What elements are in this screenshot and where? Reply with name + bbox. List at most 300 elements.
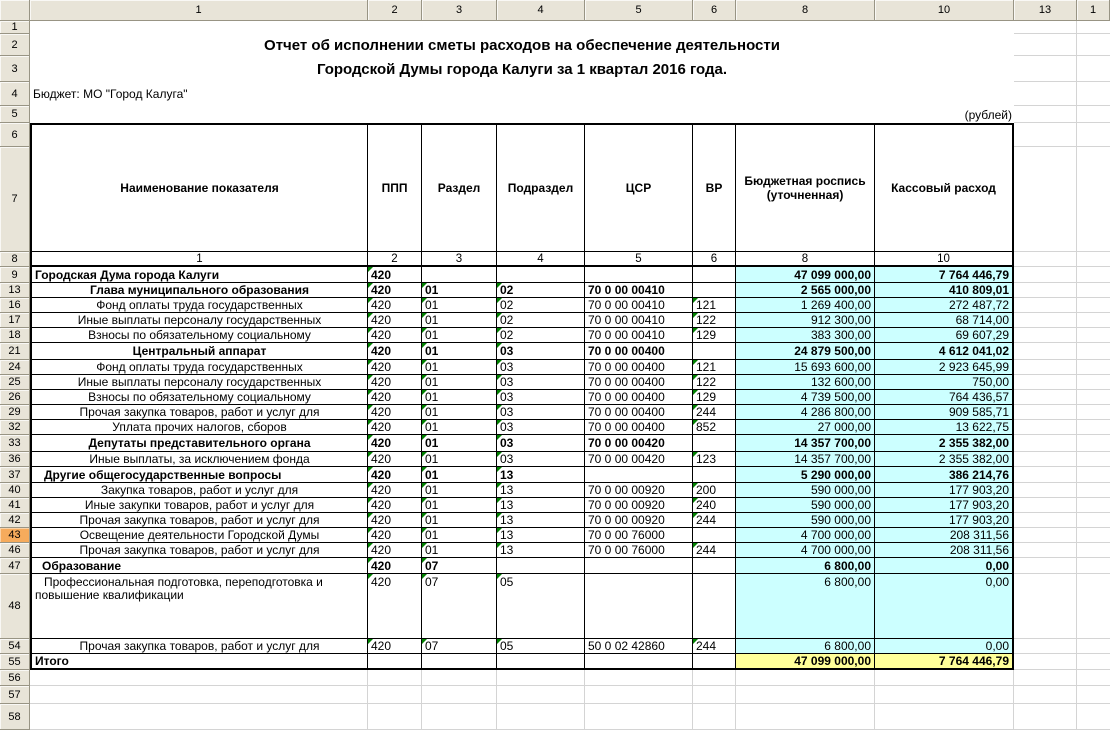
report-title-line1[interactable]: Отчет об исполнении сметы расходов на обеспечение деятельности — [264, 36, 780, 54]
cell-empty[interactable] — [1077, 328, 1110, 343]
cell-cash[interactable]: 4 612 041,02 — [875, 343, 1014, 360]
cell-empty[interactable] — [1077, 498, 1110, 513]
cell-budget[interactable]: 912 300,00 — [736, 313, 875, 328]
cell-podrazdel[interactable]: 05 — [497, 574, 585, 639]
cell-razdel[interactable]: 07 — [422, 574, 497, 639]
cell-empty[interactable] — [1077, 420, 1110, 435]
cell-empty[interactable] — [1077, 452, 1110, 467]
cell-name[interactable]: Итого — [30, 654, 368, 670]
cell-ppp[interactable]: 420 — [368, 435, 422, 452]
row-header[interactable]: 9 — [0, 267, 30, 283]
cell-empty[interactable] — [422, 670, 497, 686]
cell-podrazdel[interactable]: 05 — [497, 639, 585, 654]
row-header[interactable]: 6 — [0, 123, 30, 147]
cell-empty[interactable] — [1077, 106, 1110, 123]
cell-vr[interactable]: 244 — [693, 513, 736, 528]
cell-empty[interactable] — [1014, 543, 1077, 558]
cell-vr[interactable] — [693, 467, 736, 483]
cell-ppp[interactable]: 420 — [368, 283, 422, 298]
cell-cash[interactable]: 764 436,57 — [875, 390, 1014, 405]
cell-csr[interactable] — [585, 267, 693, 283]
cell-budget[interactable]: 1 269 400,00 — [736, 298, 875, 313]
cell-name[interactable]: Прочая закупка товаров, работ и услуг для — [30, 639, 368, 654]
cell-empty[interactable] — [1014, 390, 1077, 405]
cell-name[interactable]: Закупка товаров, работ и услуг для — [30, 483, 368, 498]
cell-csr[interactable]: 70 0 00 00400 — [585, 405, 693, 420]
cell-csr[interactable]: 70 0 00 00400 — [585, 375, 693, 390]
cell-budget[interactable]: 4 700 000,00 — [736, 528, 875, 543]
cell-empty[interactable] — [368, 670, 422, 686]
cell-vr[interactable] — [693, 654, 736, 670]
row-header[interactable]: 26 — [0, 390, 30, 405]
cell-empty[interactable] — [1014, 528, 1077, 543]
cell-cash[interactable]: 0,00 — [875, 574, 1014, 639]
cell-podrazdel[interactable]: 13 — [497, 467, 585, 483]
cell-empty[interactable] — [1014, 704, 1077, 730]
cell-budget[interactable]: 4 700 000,00 — [736, 543, 875, 558]
cell-ppp[interactable]: 420 — [368, 483, 422, 498]
column-number-cell[interactable]: 5 — [585, 252, 693, 267]
cell-ppp[interactable]: 420 — [368, 467, 422, 483]
cell-vr[interactable]: 123 — [693, 452, 736, 467]
cell-empty[interactable] — [1014, 452, 1077, 467]
cell-podrazdel[interactable]: 13 — [497, 528, 585, 543]
column-header[interactable]: 8 — [736, 0, 875, 21]
cell-vr[interactable]: 244 — [693, 543, 736, 558]
row-header[interactable]: 54 — [0, 639, 30, 654]
cell-vr[interactable]: 240 — [693, 498, 736, 513]
cell-podrazdel[interactable]: 03 — [497, 343, 585, 360]
cell-csr[interactable]: 70 0 00 00920 — [585, 513, 693, 528]
cell-empty[interactable] — [1014, 313, 1077, 328]
cell-vr[interactable]: 129 — [693, 390, 736, 405]
cell-cash[interactable]: 0,00 — [875, 558, 1014, 574]
cell-cash[interactable]: 7 764 446,79 — [875, 267, 1014, 283]
cell-empty[interactable] — [1077, 343, 1110, 360]
cell-cash[interactable]: 750,00 — [875, 375, 1014, 390]
cell-empty[interactable] — [1077, 405, 1110, 420]
cell-podrazdel[interactable]: 03 — [497, 375, 585, 390]
cell-podrazdel[interactable]: 03 — [497, 435, 585, 452]
cell-csr[interactable]: 70 0 00 76000 — [585, 543, 693, 558]
row-header[interactable]: 8 — [0, 252, 30, 267]
row-header[interactable]: 24 — [0, 360, 30, 375]
cell-csr[interactable]: 70 0 00 00410 — [585, 328, 693, 343]
column-header[interactable]: 5 — [585, 0, 693, 21]
cell-empty[interactable] — [1014, 420, 1077, 435]
cell-vr[interactable] — [693, 435, 736, 452]
row-header-selected[interactable]: 43 — [0, 528, 30, 543]
header-razdel[interactable]: Раздел — [422, 123, 497, 252]
cell-vr[interactable]: 244 — [693, 405, 736, 420]
cell-empty[interactable] — [1014, 654, 1077, 670]
cell-vr[interactable]: 121 — [693, 360, 736, 375]
cell-empty[interactable] — [1077, 56, 1110, 82]
cell-podrazdel[interactable]: 02 — [497, 283, 585, 298]
cell-razdel[interactable]: 01 — [422, 283, 497, 298]
column-number-cell[interactable]: 8 — [736, 252, 875, 267]
cell-empty[interactable] — [1077, 574, 1110, 639]
cell-name[interactable]: Прочая закупка товаров, работ и услуг для — [30, 513, 368, 528]
column-number-cell[interactable]: 6 — [693, 252, 736, 267]
cell-podrazdel[interactable]: 03 — [497, 420, 585, 435]
row-header[interactable]: 7 — [0, 147, 30, 252]
cell-empty[interactable] — [1014, 82, 1077, 106]
cell-name[interactable]: Взносы по обязательному социальному — [30, 390, 368, 405]
cell-vr[interactable] — [693, 267, 736, 283]
cell-empty[interactable] — [422, 704, 497, 730]
row-header[interactable]: 3 — [0, 56, 30, 82]
column-number-cell[interactable]: 1 — [30, 252, 368, 267]
cell-csr[interactable]: 70 0 00 00400 — [585, 360, 693, 375]
cell-podrazdel[interactable]: 02 — [497, 313, 585, 328]
cell-vr[interactable]: 122 — [693, 375, 736, 390]
cell-empty[interactable] — [1077, 375, 1110, 390]
cell-empty[interactable] — [585, 704, 693, 730]
cell-empty[interactable] — [1014, 360, 1077, 375]
cell-vr[interactable]: 244 — [693, 639, 736, 654]
cell-empty[interactable] — [1014, 328, 1077, 343]
cell-razdel[interactable]: 01 — [422, 390, 497, 405]
cell-csr[interactable]: 70 0 00 00920 — [585, 483, 693, 498]
cell-empty[interactable] — [1014, 435, 1077, 452]
cell-cash[interactable]: 0,00 — [875, 639, 1014, 654]
cell-name[interactable]: Иные выплаты персоналу государственных — [30, 313, 368, 328]
cell-name[interactable]: Иные закупки товаров, работ и услуг для — [30, 498, 368, 513]
header-budget[interactable]: Бюджетная роспись (уточненная) — [736, 123, 875, 252]
cell-empty[interactable] — [1014, 498, 1077, 513]
cell-empty[interactable] — [1077, 639, 1110, 654]
cell-podrazdel[interactable]: 03 — [497, 360, 585, 375]
row-header[interactable]: 16 — [0, 298, 30, 313]
cell-cash[interactable]: 7 764 446,79 — [875, 654, 1014, 670]
cell-csr[interactable]: 70 0 00 00420 — [585, 452, 693, 467]
row-header[interactable]: 33 — [0, 435, 30, 452]
cell-empty[interactable] — [1014, 670, 1077, 686]
cell-budget[interactable]: 27 000,00 — [736, 420, 875, 435]
cell-ppp[interactable]: 420 — [368, 452, 422, 467]
header-podrazdel[interactable]: Подраздел — [497, 123, 585, 252]
cell-budget[interactable]: 132 600,00 — [736, 375, 875, 390]
cell-empty[interactable] — [1014, 574, 1077, 639]
cell-budget[interactable]: 6 800,00 — [736, 558, 875, 574]
cell-razdel[interactable]: 01 — [422, 328, 497, 343]
cell-name[interactable]: Образование — [30, 558, 368, 574]
cell-vr[interactable] — [693, 283, 736, 298]
cell-empty[interactable] — [1014, 343, 1077, 360]
cell-razdel[interactable]: 01 — [422, 360, 497, 375]
cell-csr[interactable]: 70 0 00 76000 — [585, 528, 693, 543]
cell-ppp[interactable]: 420 — [368, 267, 422, 283]
header-cash[interactable]: Кассовый расход — [875, 123, 1014, 252]
cell-empty[interactable] — [1077, 360, 1110, 375]
row-header[interactable]: 13 — [0, 283, 30, 298]
cell-razdel[interactable]: 01 — [422, 498, 497, 513]
cell-empty[interactable] — [1077, 704, 1110, 730]
cell-empty[interactable] — [1014, 686, 1077, 704]
cell-empty[interactable] — [1014, 298, 1077, 313]
cell-budget[interactable]: 590 000,00 — [736, 483, 875, 498]
cell-empty[interactable] — [1077, 654, 1110, 670]
cell-cash[interactable]: 386 214,76 — [875, 467, 1014, 483]
cell-empty[interactable] — [30, 704, 368, 730]
cell-empty[interactable] — [1014, 405, 1077, 420]
cell-empty[interactable] — [368, 686, 422, 704]
row-header[interactable]: 47 — [0, 558, 30, 574]
cell-cash[interactable]: 2 355 382,00 — [875, 435, 1014, 452]
cell-name[interactable]: Уплата прочих налогов, сборов — [30, 420, 368, 435]
row-header[interactable]: 48 — [0, 574, 30, 639]
cell-ppp[interactable]: 420 — [368, 298, 422, 313]
cell-empty[interactable] — [1014, 34, 1077, 56]
cell-budget[interactable]: 383 300,00 — [736, 328, 875, 343]
cell-empty[interactable] — [1014, 639, 1077, 654]
cell-vr[interactable] — [693, 528, 736, 543]
cell-vr[interactable]: 200 — [693, 483, 736, 498]
row-header[interactable]: 5 — [0, 106, 30, 123]
cell-razdel[interactable]: 01 — [422, 343, 497, 360]
cell-budget[interactable]: 6 800,00 — [736, 639, 875, 654]
cell-csr[interactable] — [585, 467, 693, 483]
cell-budget[interactable]: 6 800,00 — [736, 574, 875, 639]
cell-name[interactable]: Взносы по обязательному социальному — [30, 328, 368, 343]
cell-csr[interactable]: 70 0 00 00420 — [585, 435, 693, 452]
row-header[interactable]: 21 — [0, 343, 30, 360]
cell-empty[interactable] — [1014, 375, 1077, 390]
row-header[interactable]: 42 — [0, 513, 30, 528]
cell-ppp[interactable]: 420 — [368, 313, 422, 328]
cell-name[interactable]: Иные выплаты персоналу государственных — [30, 375, 368, 390]
cell-empty[interactable] — [693, 704, 736, 730]
cell-podrazdel[interactable]: 03 — [497, 405, 585, 420]
cell-name[interactable]: Городская Дума города Калуги — [30, 267, 368, 283]
cell-empty[interactable] — [1077, 313, 1110, 328]
cell-ppp[interactable]: 420 — [368, 498, 422, 513]
row-header[interactable]: 1 — [0, 21, 30, 34]
cell-cash[interactable]: 2 923 645,99 — [875, 360, 1014, 375]
row-header[interactable]: 37 — [0, 467, 30, 483]
cell-razdel[interactable]: 01 — [422, 513, 497, 528]
cell-vr[interactable]: 129 — [693, 328, 736, 343]
cell-podrazdel[interactable]: 03 — [497, 390, 585, 405]
cell-empty[interactable] — [30, 21, 1014, 34]
cell-name[interactable]: Другие общегосударственные вопросы — [30, 467, 368, 483]
cell-cash[interactable]: 410 809,01 — [875, 283, 1014, 298]
cell-empty[interactable] — [1077, 543, 1110, 558]
row-header[interactable]: 57 — [0, 686, 30, 704]
column-header[interactable]: 1 — [30, 0, 368, 21]
cell-cash[interactable]: 177 903,20 — [875, 498, 1014, 513]
cell-name[interactable]: Глава муниципального образования — [30, 283, 368, 298]
row-header[interactable]: 41 — [0, 498, 30, 513]
cell-name[interactable]: Фонд оплаты труда государственных — [30, 298, 368, 313]
column-number-cell[interactable]: 3 — [422, 252, 497, 267]
cell-cash[interactable]: 909 585,71 — [875, 405, 1014, 420]
row-header[interactable]: 32 — [0, 420, 30, 435]
cell-budget[interactable]: 47 099 000,00 — [736, 654, 875, 670]
row-header[interactable]: 2 — [0, 34, 30, 56]
column-number-cell[interactable]: 2 — [368, 252, 422, 267]
cell-cash[interactable]: 13 622,75 — [875, 420, 1014, 435]
cell-razdel[interactable]: 01 — [422, 483, 497, 498]
cell-name[interactable]: Депутаты представительного органа — [30, 435, 368, 452]
cell-empty[interactable] — [1077, 435, 1110, 452]
cell-vr[interactable] — [693, 574, 736, 639]
cell-budget[interactable]: 14 357 700,00 — [736, 435, 875, 452]
column-number-cell[interactable]: 10 — [875, 252, 1014, 267]
cell-name[interactable]: Центральный аппарат — [30, 343, 368, 360]
cell-empty[interactable] — [1077, 558, 1110, 574]
cell-podrazdel[interactable] — [497, 654, 585, 670]
cell-razdel[interactable] — [422, 267, 497, 283]
cell-empty[interactable] — [1014, 513, 1077, 528]
row-header[interactable]: 40 — [0, 483, 30, 498]
cell-podrazdel[interactable] — [497, 267, 585, 283]
cell-empty[interactable] — [1077, 467, 1110, 483]
row-header[interactable]: 18 — [0, 328, 30, 343]
cell-empty[interactable] — [1014, 267, 1077, 283]
cell-razdel[interactable]: 01 — [422, 435, 497, 452]
row-header[interactable]: 25 — [0, 375, 30, 390]
header-vr[interactable]: ВР — [693, 123, 736, 252]
cell-razdel[interactable]: 07 — [422, 558, 497, 574]
row-header[interactable]: 36 — [0, 452, 30, 467]
cell-ppp[interactable]: 420 — [368, 343, 422, 360]
cell-cash[interactable]: 208 311,56 — [875, 543, 1014, 558]
cell-name[interactable]: Профессиональная подготовка, переподготовка и повышение квалификации — [30, 574, 368, 639]
cell-empty[interactable] — [497, 670, 585, 686]
cell-ppp[interactable]: 420 — [368, 375, 422, 390]
cell-empty[interactable] — [1077, 34, 1110, 56]
cell-empty[interactable] — [1014, 123, 1077, 147]
cell-ppp[interactable] — [368, 654, 422, 670]
row-header[interactable]: 55 — [0, 654, 30, 670]
cell-csr[interactable]: 70 0 00 00400 — [585, 343, 693, 360]
cell-podrazdel[interactable]: 13 — [497, 543, 585, 558]
cell-budget[interactable]: 5 290 000,00 — [736, 467, 875, 483]
cell-csr[interactable] — [585, 574, 693, 639]
column-header[interactable]: 4 — [497, 0, 585, 21]
cell-empty[interactable] — [1077, 283, 1110, 298]
cell-cash[interactable]: 177 903,20 — [875, 483, 1014, 498]
cell-empty[interactable] — [1077, 267, 1110, 283]
cell-csr[interactable]: 70 0 00 00400 — [585, 390, 693, 405]
cell-razdel[interactable]: 01 — [422, 375, 497, 390]
cell-empty[interactable] — [497, 686, 585, 704]
cell-vr[interactable] — [693, 343, 736, 360]
cell-razdel[interactable]: 01 — [422, 543, 497, 558]
cell-empty[interactable] — [1014, 558, 1077, 574]
cell-empty[interactable] — [1077, 483, 1110, 498]
cell-budget[interactable]: 4 286 800,00 — [736, 405, 875, 420]
cell-empty[interactable] — [693, 670, 736, 686]
cell-name[interactable]: Освещение деятельности Городской Думы — [30, 528, 368, 543]
row-header[interactable]: 56 — [0, 670, 30, 686]
cell-empty[interactable] — [1014, 21, 1077, 34]
budget-label-cell[interactable]: Бюджет: МО "Город Калуга" — [33, 87, 188, 101]
column-header[interactable]: 3 — [422, 0, 497, 21]
cell-ppp[interactable]: 420 — [368, 528, 422, 543]
cell-ppp[interactable]: 420 — [368, 360, 422, 375]
cell-budget[interactable]: 15 693 600,00 — [736, 360, 875, 375]
cell-razdel[interactable]: 01 — [422, 313, 497, 328]
cell-razdel[interactable]: 07 — [422, 639, 497, 654]
header-name[interactable]: Наименование показателя — [30, 123, 368, 252]
cell-empty[interactable] — [1077, 252, 1110, 267]
cell-empty[interactable] — [30, 670, 368, 686]
cell-ppp[interactable]: 420 — [368, 405, 422, 420]
cell-podrazdel[interactable]: 13 — [497, 498, 585, 513]
column-number-cell[interactable]: 4 — [497, 252, 585, 267]
cell-empty[interactable] — [1077, 513, 1110, 528]
cell-budget[interactable]: 24 879 500,00 — [736, 343, 875, 360]
cell-empty[interactable] — [497, 704, 585, 730]
cell-podrazdel[interactable] — [497, 558, 585, 574]
row-header[interactable]: 29 — [0, 405, 30, 420]
cell-csr[interactable]: 70 0 00 00400 — [585, 420, 693, 435]
cell-csr[interactable]: 70 0 00 00920 — [585, 498, 693, 513]
cell-ppp[interactable]: 420 — [368, 420, 422, 435]
column-header[interactable]: 13 — [1014, 0, 1077, 21]
cell-budget[interactable]: 4 739 500,00 — [736, 390, 875, 405]
cell-empty[interactable] — [1077, 82, 1110, 106]
cell-empty[interactable] — [422, 686, 497, 704]
cell-ppp[interactable]: 420 — [368, 328, 422, 343]
row-header[interactable]: 4 — [0, 82, 30, 106]
cell-csr[interactable]: 70 0 00 00410 — [585, 298, 693, 313]
cell-name[interactable]: Фонд оплаты труда государственных — [30, 360, 368, 375]
cell-podrazdel[interactable]: 02 — [497, 298, 585, 313]
cell-csr[interactable]: 70 0 00 00410 — [585, 283, 693, 298]
cell-empty[interactable] — [1077, 298, 1110, 313]
cell-razdel[interactable]: 01 — [422, 452, 497, 467]
cell-empty[interactable] — [1077, 390, 1110, 405]
cell-empty[interactable] — [736, 704, 875, 730]
cell-vr[interactable]: 852 — [693, 420, 736, 435]
cell-empty[interactable] — [1077, 123, 1110, 147]
cell-empty[interactable] — [1077, 670, 1110, 686]
cell-budget[interactable]: 2 565 000,00 — [736, 283, 875, 298]
cell-ppp[interactable]: 420 — [368, 639, 422, 654]
cell-podrazdel[interactable]: 13 — [497, 513, 585, 528]
cell-cash[interactable]: 177 903,20 — [875, 513, 1014, 528]
cell-empty[interactable] — [1077, 21, 1110, 34]
cell-razdel[interactable]: 01 — [422, 405, 497, 420]
cell-ppp[interactable]: 420 — [368, 513, 422, 528]
cell-empty[interactable] — [736, 686, 875, 704]
cell-empty[interactable] — [875, 670, 1014, 686]
cell-name[interactable]: Прочая закупка товаров, работ и услуг для — [30, 405, 368, 420]
cell-cash[interactable]: 272 487,72 — [875, 298, 1014, 313]
column-header[interactable]: 6 — [693, 0, 736, 21]
row-header[interactable]: 46 — [0, 543, 30, 558]
cell-budget[interactable]: 590 000,00 — [736, 498, 875, 513]
column-header[interactable]: 2 — [368, 0, 422, 21]
cell-empty[interactable] — [1014, 467, 1077, 483]
cell-cash[interactable]: 208 311,56 — [875, 528, 1014, 543]
cell-empty[interactable] — [1014, 483, 1077, 498]
cell-csr[interactable]: 70 0 00 00410 — [585, 313, 693, 328]
column-header[interactable]: 1 — [1077, 0, 1110, 21]
cell-podrazdel[interactable]: 03 — [497, 452, 585, 467]
cell-ppp[interactable]: 420 — [368, 543, 422, 558]
cell-empty[interactable] — [1014, 106, 1077, 123]
cell-podrazdel[interactable]: 13 — [497, 483, 585, 498]
cell-cash[interactable]: 68 714,00 — [875, 313, 1014, 328]
cell-empty[interactable] — [368, 704, 422, 730]
cell-razdel[interactable]: 01 — [422, 298, 497, 313]
cell-ppp[interactable]: 420 — [368, 558, 422, 574]
